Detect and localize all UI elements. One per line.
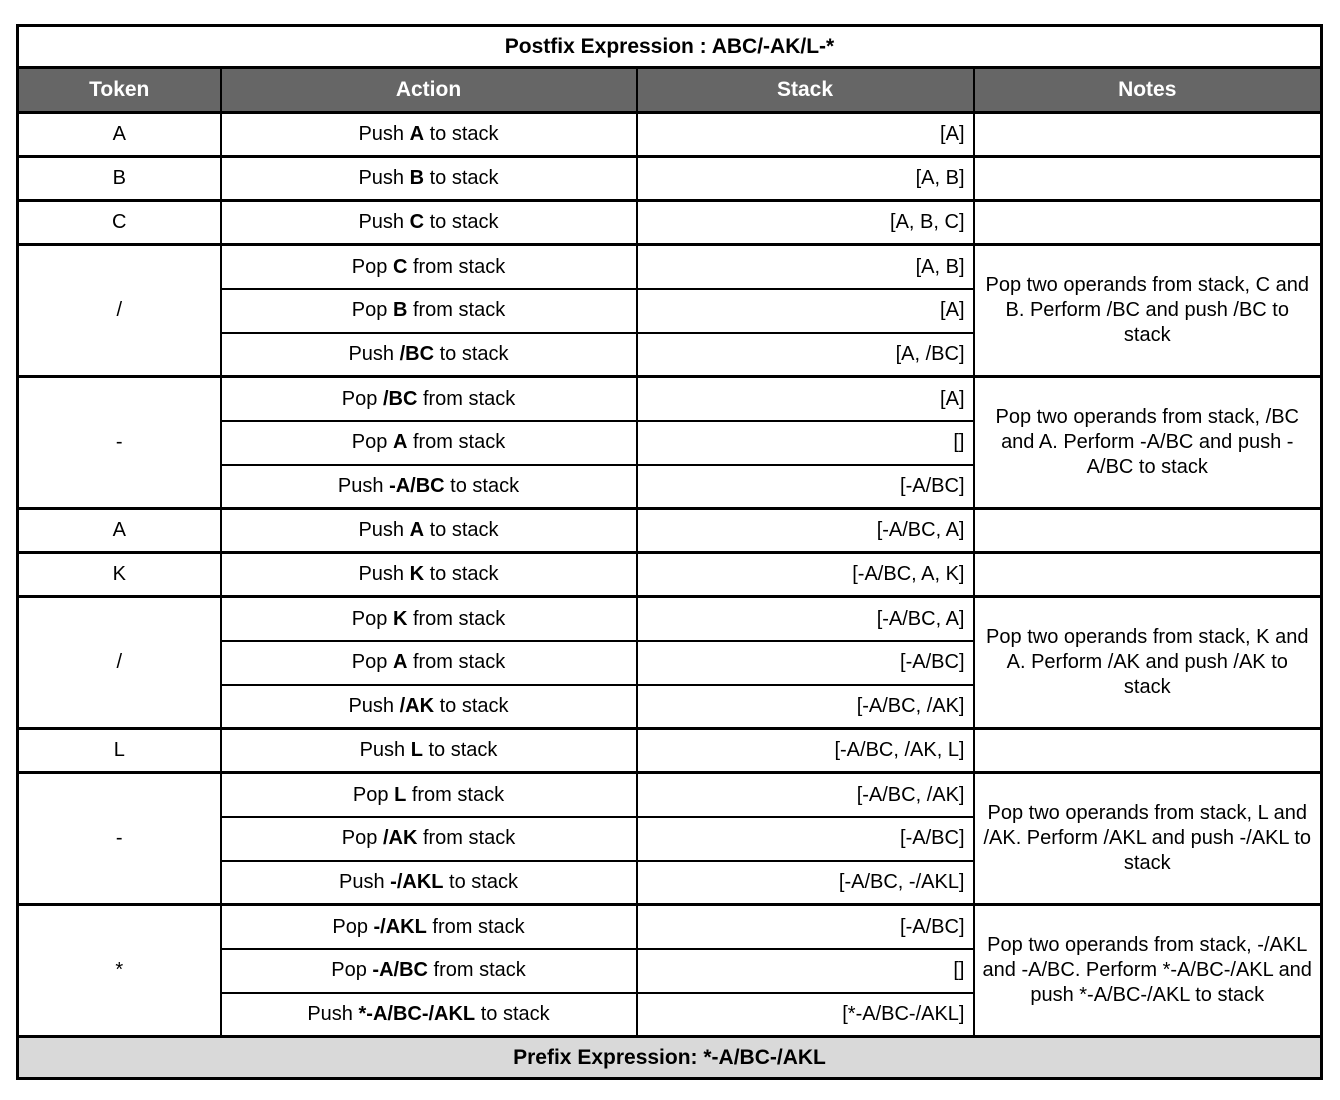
column-header-notes: Notes — [974, 68, 1322, 113]
action-target: to stack — [444, 475, 520, 498]
action-cell — [221, 465, 637, 509]
action-target: from stack — [407, 431, 506, 454]
stack-cell: [-A/BC] — [637, 817, 974, 861]
stack-cell: [A] — [637, 289, 974, 333]
stack-cell: [A, /BC] — [637, 333, 974, 377]
action-target: from stack — [407, 607, 506, 630]
title-row — [18, 26, 1322, 68]
action-cell — [221, 597, 637, 641]
notes-cell — [974, 113, 1322, 157]
stack-cell: [-A/BC, /AK, L] — [637, 729, 974, 773]
action-verb: Push — [358, 211, 410, 234]
notes-cell: Pop two operands from stack, L and /AK. Perform /AKL and push -/AKL to stack — [974, 773, 1322, 905]
action-operand: -A/BC — [389, 475, 445, 498]
action-cell — [221, 553, 637, 597]
table-row — [18, 245, 1322, 289]
notes-cell — [974, 729, 1322, 773]
action-verb: Push — [307, 1003, 359, 1026]
notes-cell — [974, 201, 1322, 245]
table-row — [18, 905, 1322, 949]
action-target: to stack — [434, 343, 509, 366]
action-target: from stack — [417, 827, 516, 850]
action-operand: -/AKL — [373, 915, 427, 938]
stack-cell: [A, B] — [637, 157, 974, 201]
action-operand: C — [392, 255, 408, 278]
stack-cell: [-A/BC, A] — [637, 509, 974, 553]
action-verb: Push — [358, 519, 410, 542]
action-verb: Push — [348, 695, 400, 718]
action-cell — [221, 905, 637, 949]
table-row — [18, 377, 1322, 421]
action-cell — [221, 201, 637, 245]
action-verb: Push — [358, 563, 410, 586]
token-cell: / — [18, 245, 221, 377]
action-verb: Push — [358, 167, 410, 190]
action-verb: Pop — [341, 387, 383, 410]
action-operand: A — [409, 519, 425, 542]
action-cell — [221, 641, 637, 685]
action-operand: L — [410, 739, 423, 762]
stack-cell: [A] — [637, 113, 974, 157]
action-operand: K — [409, 563, 425, 586]
action-verb: Pop — [351, 651, 393, 674]
notes-cell — [974, 553, 1322, 597]
column-header-action: Action — [221, 68, 637, 113]
action-target: from stack — [406, 783, 505, 806]
prefix-expression-result: Prefix Expression: *-A/BC-/AKL — [18, 1037, 1322, 1079]
action-target: from stack — [426, 915, 525, 938]
action-verb: Push — [358, 123, 410, 146]
action-target: to stack — [475, 1003, 550, 1026]
action-target: to stack — [424, 519, 499, 542]
action-cell — [221, 729, 637, 773]
stack-cell: [-A/BC, A, K] — [637, 553, 974, 597]
notes-cell: Pop two operands from stack, K and A. Perform /AK and push /AK to stack — [974, 597, 1322, 729]
action-cell — [221, 157, 637, 201]
token-cell: C — [18, 201, 221, 245]
action-cell — [221, 421, 637, 465]
action-verb: Pop — [341, 827, 383, 850]
stack-cell: [-A/BC] — [637, 465, 974, 509]
header-row — [18, 68, 1322, 113]
column-header-token: Token — [18, 68, 221, 113]
action-cell — [221, 509, 637, 553]
stack-cell: [A] — [637, 377, 974, 421]
action-verb: Push — [339, 871, 391, 894]
stack-cell: [A, B, C] — [637, 201, 974, 245]
token-cell: * — [18, 905, 221, 1037]
action-cell — [221, 949, 637, 993]
action-operand: -/AKL — [390, 871, 444, 894]
token-cell: / — [18, 597, 221, 729]
action-cell — [221, 377, 637, 421]
action-operand: -A/BC — [372, 959, 428, 982]
action-target: from stack — [407, 299, 506, 322]
table-row — [18, 729, 1322, 773]
action-target: to stack — [424, 167, 499, 190]
stack-cell: [*-A/BC-/AKL] — [637, 993, 974, 1037]
notes-cell: Pop two operands from stack, C and B. Perform /BC and push /BC to stack — [974, 245, 1322, 377]
table-row — [18, 597, 1322, 641]
action-operand: /BC — [382, 387, 418, 410]
action-operand: /AK — [399, 695, 435, 718]
token-cell: A — [18, 113, 221, 157]
table-row — [18, 201, 1322, 245]
action-cell — [221, 993, 637, 1037]
footer-row — [18, 1037, 1322, 1079]
table-body — [18, 113, 1322, 1037]
action-verb: Pop — [351, 299, 393, 322]
table-row — [18, 773, 1322, 817]
notes-cell — [974, 509, 1322, 553]
action-operand: A — [392, 431, 408, 454]
action-target: to stack — [424, 211, 499, 234]
action-operand: B — [392, 299, 408, 322]
action-operand: L — [394, 783, 407, 806]
action-target: to stack — [424, 563, 499, 586]
table-row — [18, 509, 1322, 553]
action-target: to stack — [443, 871, 518, 894]
action-target: from stack — [417, 387, 516, 410]
action-operand: B — [409, 167, 425, 190]
column-header-stack: Stack — [637, 68, 974, 113]
action-target: to stack — [424, 123, 499, 146]
notes-cell: Pop two operands from stack, -/AKL and -A/BC. Perform *-A/BC-/AKL and push *-A/BC-/AKL to stack — [974, 905, 1322, 1037]
table-row — [18, 113, 1322, 157]
action-cell — [221, 685, 637, 729]
action-target: to stack — [422, 739, 498, 762]
action-target: from stack — [427, 959, 526, 982]
token-cell: - — [18, 377, 221, 509]
stack-cell: [-A/BC, /AK] — [637, 773, 974, 817]
action-verb: Pop — [352, 783, 395, 806]
stack-cell: [-A/BC, -/AKL] — [637, 861, 974, 905]
postfix-expression-title: Postfix Expression : ABC/-AK/L-* — [18, 26, 1322, 68]
action-operand: K — [392, 607, 408, 630]
action-verb: Pop — [351, 255, 393, 278]
table-row — [18, 157, 1322, 201]
action-cell — [221, 289, 637, 333]
action-target: from stack — [407, 651, 506, 674]
action-cell — [221, 113, 637, 157]
token-cell: B — [18, 157, 221, 201]
stack-cell: [A, B] — [637, 245, 974, 289]
action-operand: /BC — [399, 343, 435, 366]
stack-cell: [-A/BC] — [637, 641, 974, 685]
token-cell: K — [18, 553, 221, 597]
notes-cell: Pop two operands from stack, /BC and A. Perform -A/BC and push -A/BC to stack — [974, 377, 1322, 509]
action-cell — [221, 773, 637, 817]
action-target: to stack — [434, 695, 509, 718]
action-cell — [221, 861, 637, 905]
action-operand: *-A/BC-/AKL — [358, 1003, 476, 1026]
stack-cell: [-A/BC, A] — [637, 597, 974, 641]
postfix-to-prefix-table — [16, 24, 1323, 1080]
token-cell: - — [18, 773, 221, 905]
action-verb: Pop — [331, 959, 373, 982]
token-cell: A — [18, 509, 221, 553]
action-operand: /AK — [382, 827, 418, 850]
table-row — [18, 553, 1322, 597]
action-cell — [221, 245, 637, 289]
token-cell: L — [18, 729, 221, 773]
action-operand: A — [392, 651, 408, 674]
stack-cell: [-A/BC, /AK] — [637, 685, 974, 729]
action-verb: Pop — [332, 915, 374, 938]
stack-cell: [] — [637, 421, 974, 465]
action-verb: Pop — [351, 431, 393, 454]
action-operand: C — [409, 211, 425, 234]
action-verb: Pop — [351, 607, 393, 630]
action-target: from stack — [407, 255, 506, 278]
action-cell — [221, 817, 637, 861]
stack-cell: [] — [637, 949, 974, 993]
action-operand: A — [409, 123, 425, 146]
action-cell — [221, 333, 637, 377]
stack-cell: [-A/BC] — [637, 905, 974, 949]
action-verb: Push — [359, 739, 411, 762]
notes-cell — [974, 157, 1322, 201]
action-verb: Push — [337, 475, 390, 498]
action-verb: Push — [348, 343, 400, 366]
